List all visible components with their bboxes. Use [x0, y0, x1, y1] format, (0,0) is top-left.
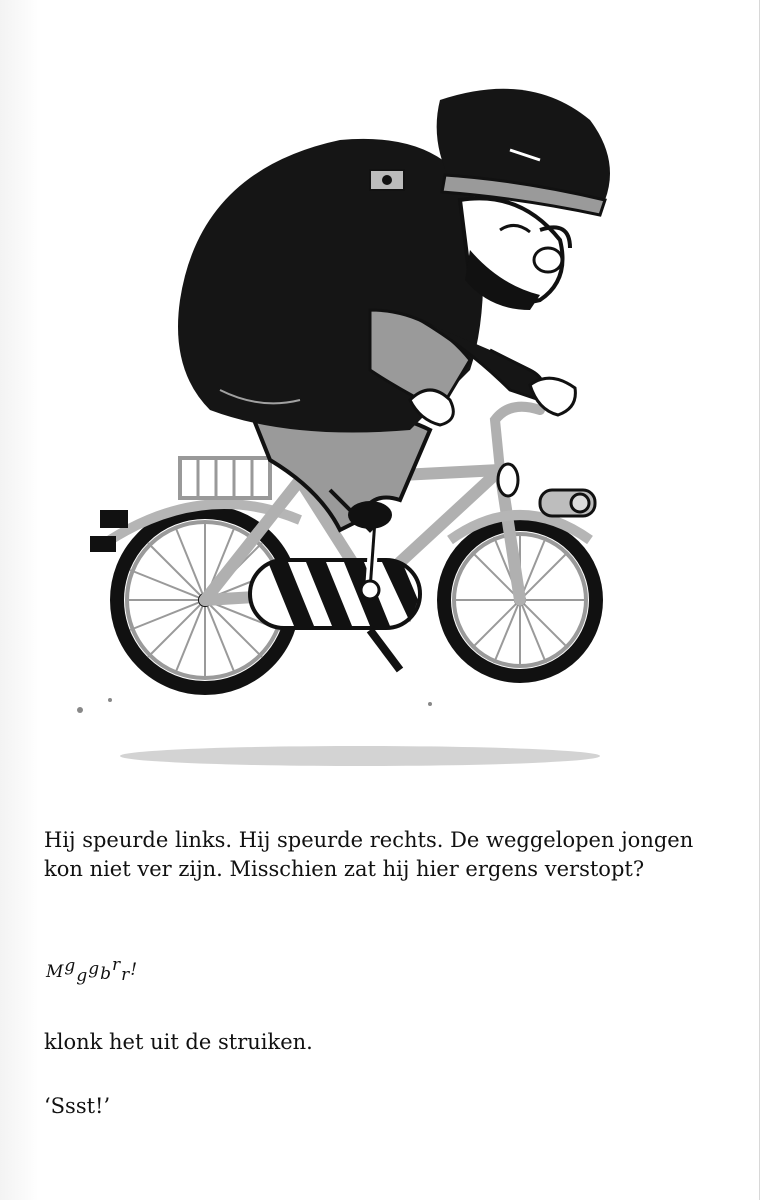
sound-letter: b [100, 964, 112, 984]
story-text [44, 826, 704, 884]
speed-dot [77, 707, 83, 713]
chain-guard [250, 560, 420, 628]
paragraph-shush: ‘Ssst!’ [44, 1094, 111, 1118]
policeman-on-bicycle-illustration [70, 70, 650, 790]
paragraph-bushes: klonk het uit de struiken. [44, 1030, 313, 1054]
sound-letter: M [46, 962, 65, 982]
headlight [540, 490, 595, 516]
speed-dot [108, 698, 112, 702]
nose [534, 248, 562, 272]
paragraph-search: Hij speurde links. Hij speurde rechts. De weggelopen jongen kon niet ver zijn. Misschien zat hij hier ergens verstopt? [44, 828, 694, 881]
ground-shadow [120, 746, 600, 766]
sound-letter: r [111, 955, 122, 975]
rider-coat [178, 139, 483, 433]
sound-letter: g [88, 959, 101, 979]
sound-letter: ! [130, 960, 139, 980]
handlebar [495, 407, 540, 470]
sound-letter: r [121, 965, 131, 985]
sound-letter: g [64, 956, 77, 976]
mumble-sound [46, 955, 139, 986]
speed-dot [428, 702, 432, 706]
shoe [348, 501, 392, 529]
sound-letter: g [76, 966, 89, 986]
page-gutter [0, 0, 38, 1200]
bell [498, 464, 518, 496]
